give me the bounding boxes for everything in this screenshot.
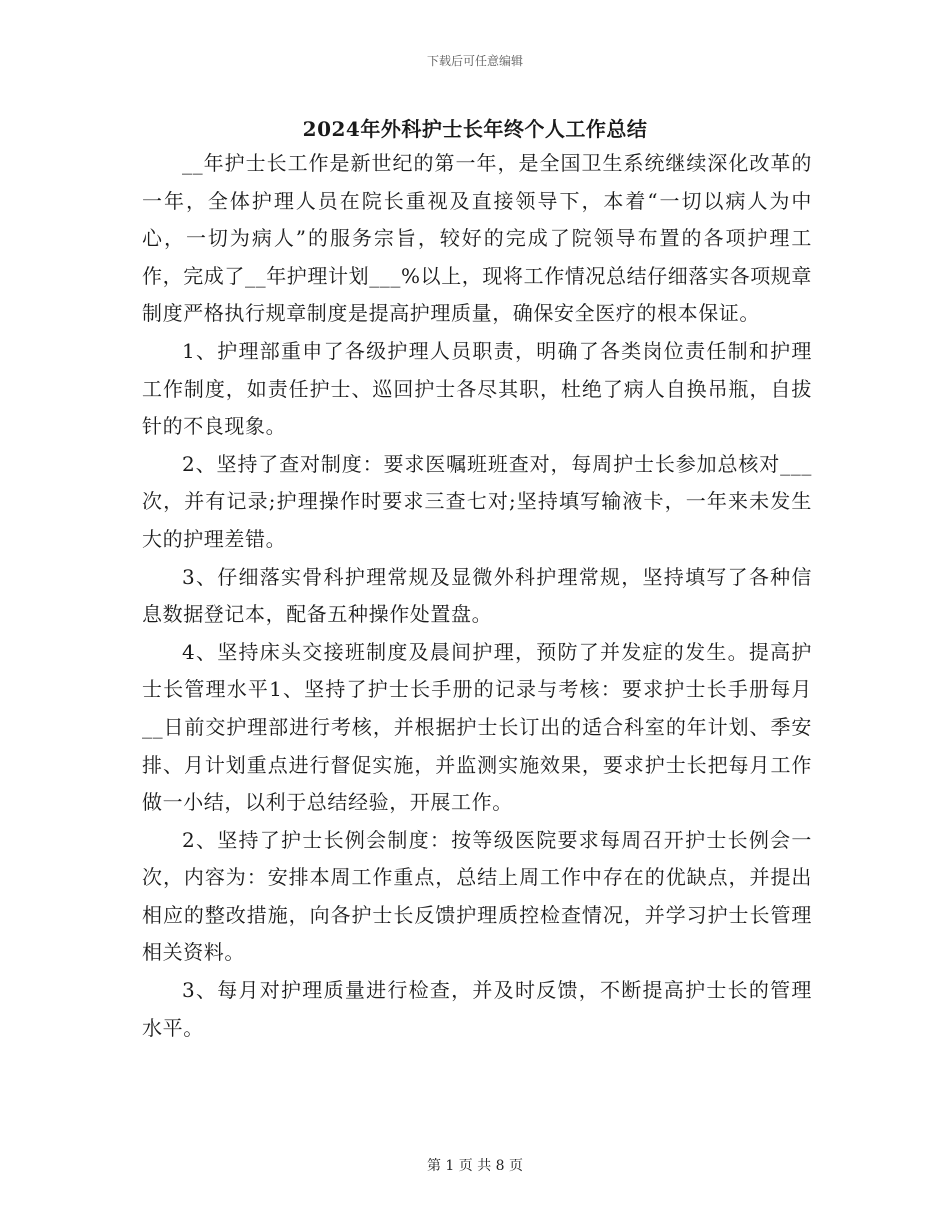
paragraph-item-4-handover: 4、坚持床头交接班制度及晨间护理，预防了并发症的发生。提高护士长管理水平1、坚持了护士长手册的记录与考核：要求护士长手册每月__日前交护理部进行考核，并根据护士长订出的适合科室的年计划、季安排、月计划重点进行督促实施，并监测实施效果，要求护士长把每月工作做一小结，以利于总结经验，开展工作。 [142,639,812,815]
paragraph-intro: __年护士长工作是新世纪的第一年，是全国卫生系统继续深化改革的一年，全体护理人员在院长重视及直接领导下，本着“一切以病人为中心，一切为病人”的服务宗旨，较好的完成了院领导布置的各项护理工作，完成了__年护理计划___%以上，现将工作情况总结仔细落实各项规章制度严格执行规章制度是提高护理质量，确保安全医疗的根本保证。 [142,151,813,326]
document-body [142,145,812,1047]
paragraph-item-3-quality-check: 3、每月对护理质量进行检查，并及时反馈，不断提高护士长的管理水平。 [142,978,812,1040]
paragraph-item-1-duties: 1、护理部重申了各级护理人员职责，明确了各类岗位责任制和护理工作制度，如责任护士、巡回护士各尽其职，杜绝了病人自换吊瓶，自拔针的不良现象。 [142,338,812,439]
document-title: 2024年外科护士长年终个人工作总结 [302,117,648,141]
paragraph-item-3-routines: 3、仔细落实骨科护理常规及显微外科护理常规，坚持填写了各种信息数据登记本，配备五种操作处置盘。 [142,564,812,627]
page-header-note: 下载后可任意编辑 [426,54,523,68]
paragraph-item-2-verification: 2、坚持了查对制度：要求医嘱班班查对，每周护士长参加总核对___次，并有记录;护理操作时要求三查七对;坚持填写输液卡，一年来未发生大的护理差错。 [142,451,812,551]
page-number-indicator: 第 1 页 共 8 页 [426,1158,524,1174]
paragraph-item-2-meetings: 2、坚持了护士长例会制度：按等级医院要求每周召开护士长例会一次，内容为：安排本周工作重点，总结上周工作中存在的优缺点，并提出相应的整改措施，向各护士长反馈护理质控检查情况，并学习护士长管理相关资料。 [142,827,812,965]
